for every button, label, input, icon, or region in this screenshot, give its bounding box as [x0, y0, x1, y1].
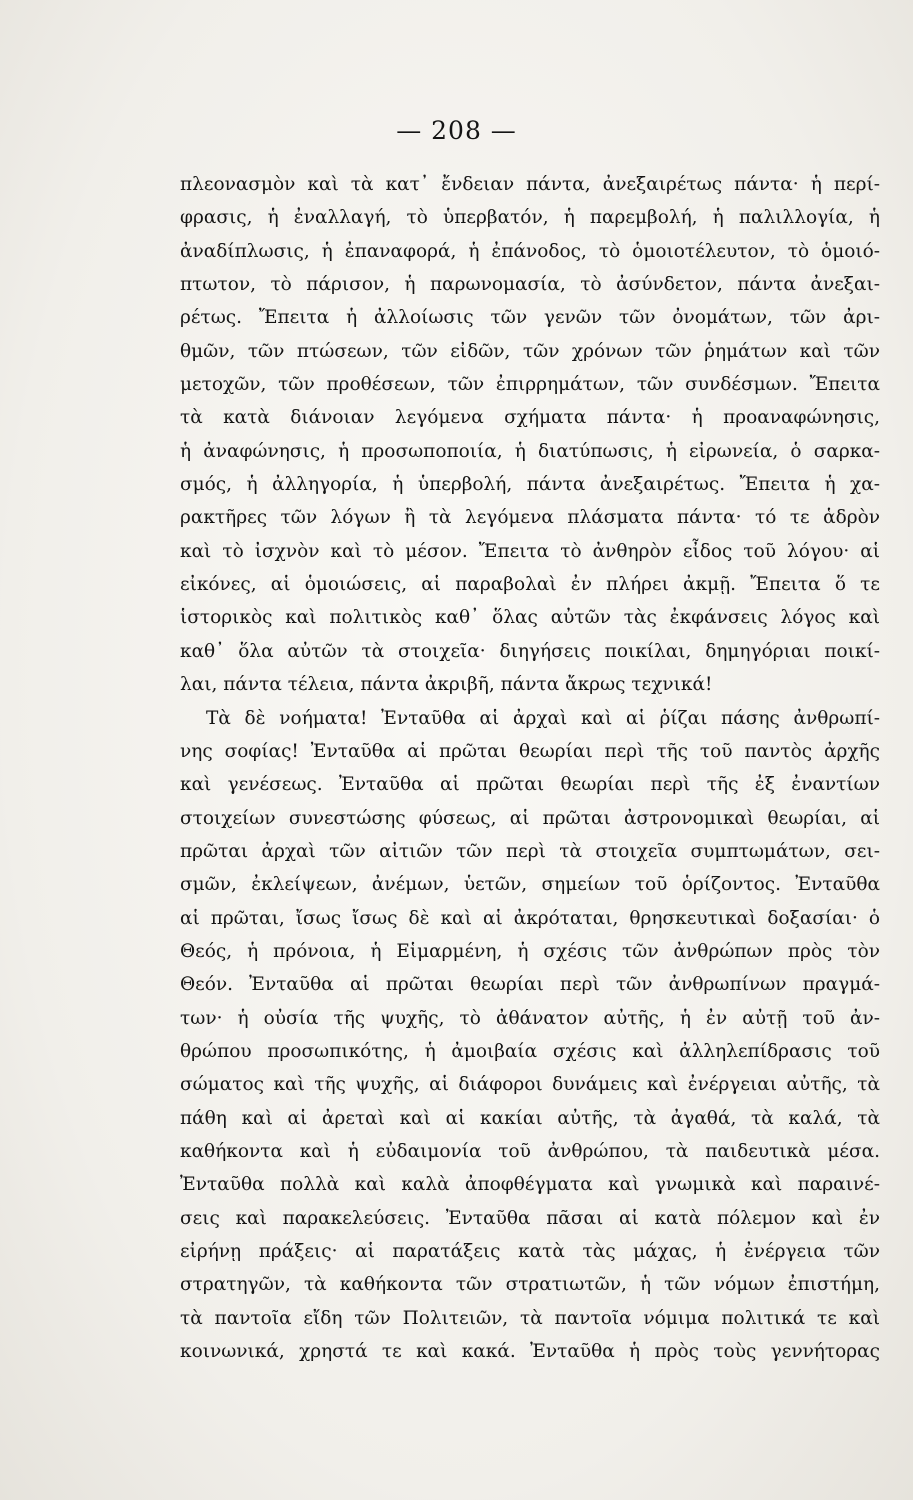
text-line: στρατηγῶν, τὰ καθήκοντα τῶν στρατιωτῶν, ἡ τῶν νόμων ἐπιστήμη, [180, 1274, 880, 1296]
text-line: στοιχείων συνεστώσης φύσεως, αἱ πρῶται ἀστρονομικαὶ θεωρίαι, αἱ [180, 807, 880, 829]
text-line: σμός, ἡ ἀλληγορία, ἡ ὑπερβολή, πάντα ἀνεξαιρέτως. Ἔπειτα ἡ χα- [180, 474, 880, 496]
text-line: Θεόν. Ἐνταῦθα αἱ πρῶται θεωρίαι περὶ τῶν ἀνθρωπίνων πραγμά- [180, 974, 880, 996]
text-line: ρακτῆρες τῶν λόγων ἢ τὰ λεγόμενα πλάσματα πάντα· τό τε ἁδρὸν [180, 507, 880, 529]
text-line: πλεονασμὸν καὶ τὰ κατ᾽ ἔνδειαν πάντα, ἀνεξαιρέτως πάντα· ἡ περί- [180, 174, 880, 195]
text-line: Ἐνταῦθα πολλὰ καὶ καλὰ ἀποφθέγματα καὶ γνωμικὰ καὶ παραινέ- [180, 1174, 880, 1196]
paragraph-start-line: Τὰ δὲ νοήματα! Ἐνταῦθα αἱ ἀρχαὶ καὶ αἱ ῥίζαι πάσης ἀνθρωπί- [206, 707, 880, 729]
text-line: σεις καὶ παρακελεύσεις. Ἐνταῦθα πᾶσαι αἱ κατὰ πόλεμον καὶ ἐν [180, 1207, 880, 1229]
text-line: Θεός, ἡ πρόνοια, ἡ Εἱμαρμένη, ἡ σχέσις τῶν ἀνθρώπων πρὸς τὸν [180, 940, 880, 962]
text-line: καθ᾽ ὅλα αὐτῶν τὰ στοιχεῖα· διηγήσεις ποικίλαι, δημηγόριαι ποικί- [180, 640, 880, 662]
text-line: κοινωνικά, χρηστά τε καὶ κακά. Ἐνταῦθα ἡ πρὸς τοὺς γεννήτορας [180, 1341, 880, 1363]
text-line: πτωτον, τὸ πάρισον, ἡ παρωνομασία, τὸ ἀσύνδετον, πάντα ἀνεξαι- [180, 274, 880, 296]
paragraph-end-line: λαι, πάντα τέλεια, πάντα ἀκριβῆ, πάντα ἄκρως τεχνικά! [180, 674, 713, 696]
text-line: των· ἡ οὐσία τῆς ψυχῆς, τὸ ἀθάνατον αὐτῆς, ἡ ἐν αὐτῇ τοῦ ἀν- [180, 1007, 880, 1029]
text-line: μετοχῶν, τῶν προθέσεων, τῶν ἐπιρρημάτων, τῶν συνδέσμων. Ἔπειτα [180, 374, 880, 396]
text-line: ἀναδίπλωσις, ἡ ἐπαναφορά, ἡ ἐπάνοδος, τὸ ὁμοιοτέλευτον, τὸ ὁμοιό- [180, 240, 880, 262]
page-number: — 208 — [396, 116, 517, 145]
text-line: ἱστορικὸς καὶ πολιτικὸς καθ᾽ ὅλας αὐτῶν τὰς ἐκφάνσεις λόγος καὶ [180, 607, 880, 629]
text-line: εἰκόνες, αἱ ὁμοιώσεις, αἱ παραβολαὶ ἐν πλήρει ἀκμῇ. Ἔπειτα ὅ τε [180, 574, 880, 596]
text-line: νης σοφίας! Ἐνταῦθα αἱ πρῶται θεωρίαι περὶ τῆς τοῦ παντὸς ἀρχῆς [180, 740, 880, 762]
text-line: πρῶται ἀρχαὶ τῶν αἰτιῶν τῶν περὶ τὰ στοιχεῖα συμπτωμάτων, σει- [180, 840, 880, 862]
text-line: σμῶν, ἐκλείψεων, ἀνέμων, ὑετῶν, σημείων τοῦ ὁρίζοντος. Ἐνταῦθα [180, 874, 880, 896]
text-line: θρώπου προσωπικότης, ἡ ἀμοιβαία σχέσις καὶ ἀλληλεπίδρασις τοῦ [180, 1040, 880, 1062]
text-line: εἰρήνῃ πράξεις· αἱ παρατάξεις κατὰ τὰς μάχας, ἡ ἐνέργεια τῶν [180, 1241, 880, 1262]
text-line: θμῶν, τῶν πτώσεων, τῶν εἰδῶν, τῶν χρόνων τῶν ῥημάτων καὶ τῶν [180, 340, 880, 362]
text-line: φρασις, ἡ ἐναλλαγή, τὸ ὑπερβατόν, ἡ παρεμβολή, ἡ παλιλλογία, ἡ [180, 207, 880, 229]
text-line: καὶ γενέσεως. Ἐνταῦθα αἱ πρῶται θεωρίαι περὶ τῆς ἐξ ἐναντίων [180, 774, 880, 796]
text-line: τὰ κατὰ διάνοιαν λεγόμενα σχήματα πάντα· ἡ προαναφώνησις, [180, 407, 880, 429]
text-line: καὶ τὸ ἰσχνὸν καὶ τὸ μέσον. Ἔπειτα τὸ ἀνθηρὸν εἶδος τοῦ λόγου· αἱ [180, 540, 880, 562]
body-text [180, 168, 880, 1368]
text-line: τὰ παντοῖα εἴδη τῶν Πολιτειῶν, τὰ παντοῖα νόμιμα πολιτικά τε καὶ [180, 1307, 880, 1329]
text-line: ρέτως. Ἔπειτα ἡ ἀλλοίωσις τῶν γενῶν τῶν ὀνομάτων, τῶν ἀρι- [180, 307, 880, 329]
text-line: ἡ ἀναφώνησις, ἡ προσωποποιία, ἡ διατύπωσις, ἡ εἰρωνεία, ὁ σαρκα- [180, 440, 880, 462]
text-line: καθήκοντα καὶ ἡ εὐδαιμονία τοῦ ἀνθρώπου, τὰ παιδευτικὰ μέσα. [180, 1140, 880, 1162]
text-line: πάθη καὶ αἱ ἀρεταὶ καὶ αἱ κακίαι αὐτῆς, τὰ ἀγαθά, τὰ καλά, τὰ [180, 1107, 880, 1129]
text-line: αἱ πρῶται, ἴσως ἴσως δὲ καὶ αἱ ἀκρόταται, θρησκευτικαὶ δοξασίαι· ὁ [180, 907, 880, 929]
text-line: σώματος καὶ τῆς ψυχῆς, αἱ διάφοροι δυνάμεις καὶ ἐνέργειαι αὐτῆς, τὰ [180, 1074, 880, 1096]
